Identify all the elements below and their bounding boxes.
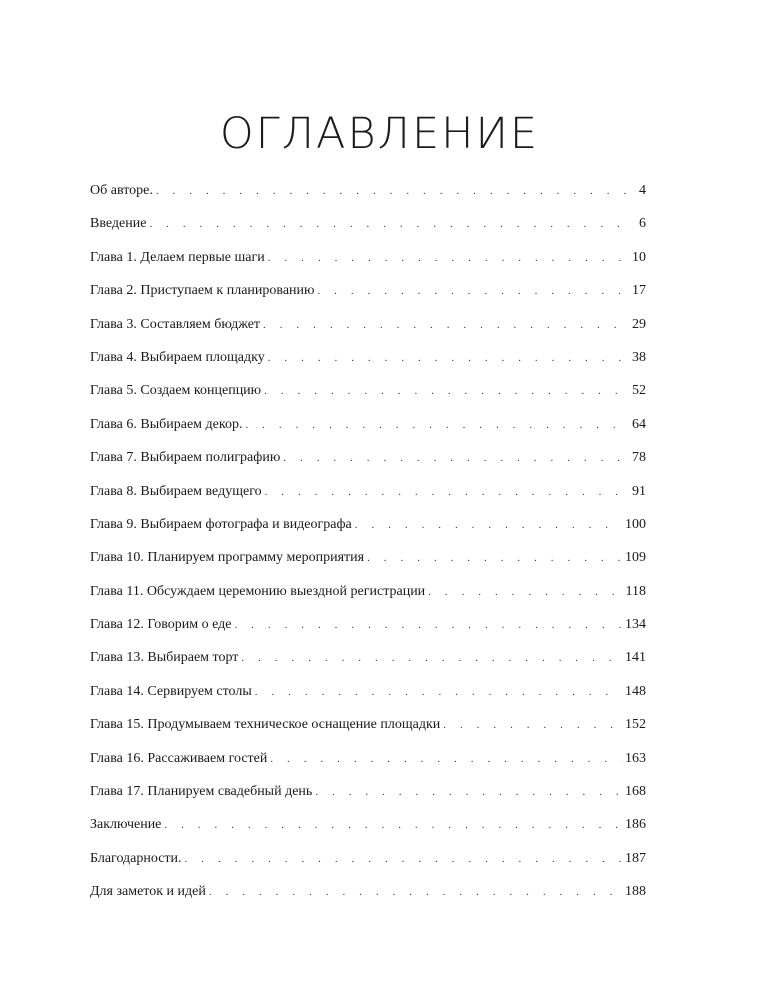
toc-entry-conclusion[interactable] (90, 817, 646, 850)
toc-dot-leader (315, 786, 622, 798)
toc-entry-label: Для заметок и идей (90, 884, 206, 900)
toc-entry-label: Заключение (90, 817, 162, 833)
toc-entry-page-number: 4 (639, 183, 646, 198)
toc-entry-chapter-14[interactable] (90, 684, 646, 717)
toc-dot-leader (241, 652, 622, 664)
toc-entry-chapter-11[interactable] (90, 584, 646, 617)
toc-entry-label: Глава 9. Выбираем фотографа и видеографа (90, 516, 352, 532)
toc-entry-page-number: 141 (625, 650, 646, 666)
toc-entry-page-number: 91 (632, 483, 646, 499)
toc-entry-chapter-15[interactable] (90, 717, 646, 750)
toc-dot-leader (270, 753, 622, 765)
toc-dot-leader (265, 486, 629, 498)
toc-entry-chapter-4[interactable] (90, 350, 646, 383)
toc-entry-page-number: 118 (625, 583, 646, 599)
toc-entry-page-number: 10 (632, 249, 646, 265)
toc-entry-label: Глава 16. Рассаживаем гостей (90, 750, 268, 766)
table-of-contents (90, 183, 646, 918)
toc-entry-chapter-12[interactable] (90, 617, 646, 650)
toc-entry-page-number: 78 (632, 450, 646, 466)
toc-entry-label: Глава 2. Приступаем к планированию (90, 283, 315, 299)
toc-entry-page-number: 148 (625, 683, 646, 699)
toc-entry-chapter-17[interactable] (90, 784, 646, 817)
toc-entry-page-number: 38 (632, 349, 646, 365)
toc-dot-leader (164, 819, 622, 831)
toc-entry-chapter-6[interactable] (90, 417, 646, 450)
toc-entry-label: Глава 10. Планируем программу мероприятия (90, 550, 365, 566)
toc-entry-page-number: 168 (625, 784, 646, 800)
toc-dot-leader (268, 352, 629, 364)
toc-dot-leader (255, 686, 622, 698)
toc-entry-page-number: 163 (625, 750, 646, 766)
toc-dot-leader (367, 552, 622, 564)
toc-entry-introduction[interactable] (90, 216, 646, 249)
toc-entry-label: Глава 14. Сервируем столы (90, 683, 252, 699)
toc-dot-leader (156, 185, 629, 197)
toc-entry-chapter-9[interactable] (90, 517, 646, 550)
toc-entry-label: Глава 5. Создаем концепцию (90, 383, 262, 399)
toc-entry-label: Глава 8. Выбираем ведущего (90, 483, 262, 499)
toc-entry-label: Глава 4. Выбираем площадку (90, 349, 265, 365)
toc-dot-leader (428, 586, 622, 598)
toc-entry-label: Глава 1. Делаем первые шаги (90, 249, 265, 265)
toc-entry-notes[interactable] (90, 884, 646, 917)
toc-entry-label: Глава 3. Составляем бюджет (90, 316, 261, 332)
toc-dot-leader (263, 319, 629, 331)
toc-entry-page-number: 152 (625, 717, 646, 733)
toc-entry-page-number: 29 (632, 316, 646, 332)
toc-entry-page-number: 64 (632, 416, 646, 432)
toc-dot-leader (264, 385, 629, 397)
toc-dot-leader (234, 619, 622, 631)
toc-entry-chapter-5[interactable] (90, 383, 646, 416)
toc-entry-page-number: 17 (632, 283, 646, 299)
toc-entry-label: Глава 13. Выбираем торт (90, 650, 239, 666)
toc-entry-label: Введение (90, 216, 147, 232)
toc-entry-about-author[interactable] (90, 183, 646, 216)
toc-entry-page-number: 186 (625, 817, 646, 833)
toc-dot-leader (355, 519, 622, 531)
page-title: ОГЛАВЛЕНИЕ (219, 109, 540, 159)
toc-entry-label: Глава 17. Планируем свадебный день (90, 784, 313, 800)
toc-dot-leader (149, 218, 629, 230)
toc-dot-leader (283, 452, 629, 464)
toc-entry-label: Глава 12. Говорим о еде (90, 617, 232, 633)
toc-entry-page-number: 134 (625, 617, 646, 633)
toc-entry-label: Благодарности. (90, 850, 182, 866)
toc-entry-chapter-16[interactable] (90, 751, 646, 784)
toc-entry-page-number: 188 (625, 884, 646, 900)
toc-entry-page-number: 109 (625, 550, 646, 566)
toc-entry-page-number: 6 (639, 216, 646, 232)
toc-entry-chapter-8[interactable] (90, 484, 646, 517)
toc-entry-chapter-7[interactable] (90, 450, 646, 483)
toc-entry-label: Глава 7. Выбираем полиграфию (90, 450, 281, 466)
toc-dot-leader (185, 853, 622, 865)
toc-dot-leader (443, 719, 622, 731)
toc-entry-acknowledgements[interactable] (90, 851, 646, 884)
toc-entry-label: Глава 11. Обсуждаем церемонию выездной регистрации (90, 583, 426, 599)
toc-entry-page-number: 187 (625, 850, 646, 866)
toc-entry-chapter-2[interactable] (90, 283, 646, 316)
toc-entry-chapter-13[interactable] (90, 650, 646, 683)
toc-entry-chapter-10[interactable] (90, 550, 646, 583)
toc-entry-chapter-1[interactable] (90, 250, 646, 283)
toc-entry-label: Глава 15. Продумываем техническое оснащение площадки (90, 717, 441, 733)
toc-dot-leader (209, 886, 622, 898)
toc-entry-label: Глава 6. Выбираем декор. (90, 416, 243, 432)
toc-dot-leader (268, 252, 629, 264)
toc-dot-leader (245, 419, 629, 431)
toc-entry-chapter-3[interactable] (90, 317, 646, 350)
toc-entry-label: Об авторе. (90, 183, 153, 198)
toc-dot-leader (317, 285, 629, 297)
toc-entry-page-number: 52 (632, 383, 646, 399)
toc-entry-page-number: 100 (625, 516, 646, 532)
